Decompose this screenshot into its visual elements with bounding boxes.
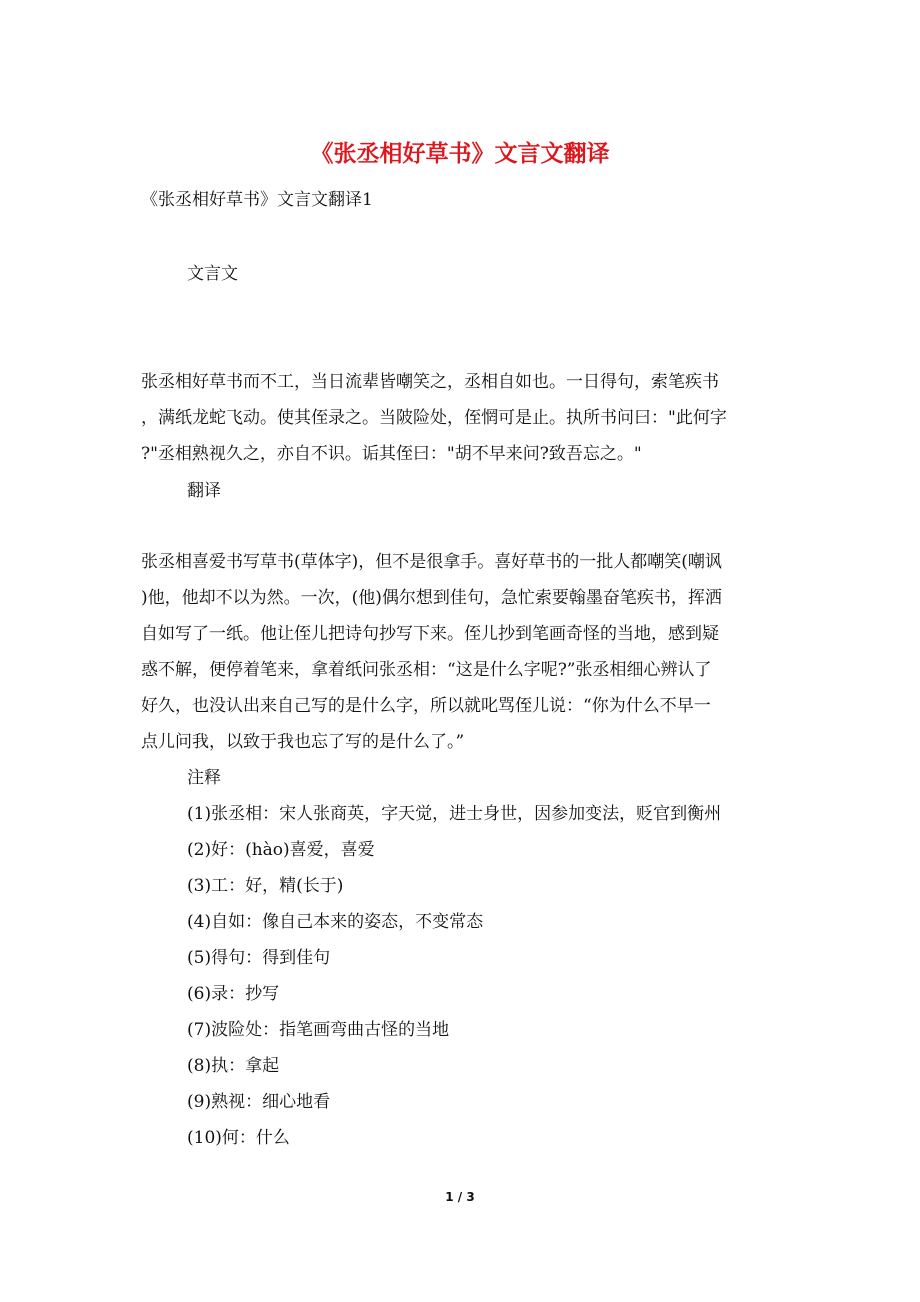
translation-line: 自如写了一纸。他让侄儿把诗句抄写下来。侄儿抄到笔画奇怪的当地，感到疑 <box>141 624 719 644</box>
note-item: (1)张丞相：宋人张商英，字天觉，进士身世，因参加变法，贬官到衡州 <box>187 804 722 824</box>
heading-translation: 翻译 <box>187 481 221 501</box>
original-text-line: ?"丞相熟视久之，亦自不识。诟其侄曰："胡不早来问?致吾忘之。" <box>141 444 642 464</box>
translation-line: 惑不解，便停着笔来，拿着纸问张丞相：“这是什么字呢?”张丞相细心辨认了 <box>141 660 712 680</box>
heading-original-text: 文言文 <box>187 264 238 284</box>
note-item: (2)好：(hào)喜爱，喜爱 <box>187 840 375 860</box>
translation-line: )他，他却不以为然。一次，(他)偶尔想到佳句，急忙索要翰墨奋笔疾书，挥洒 <box>141 588 722 608</box>
page-number: 1 / 3 <box>445 1190 475 1204</box>
heading-notes: 注释 <box>187 768 221 788</box>
translation-line: 好久，也没认出来自己写的是什么字，所以就叱骂侄儿说：“你为什么不早一 <box>141 696 711 716</box>
translation-line: 张丞相喜爱书写草书(草体字)，但不是很拿手。喜好草书的一批人都嘲笑(嘲讽 <box>141 552 722 572</box>
subtitle: 《张丞相好草书》文言文翻译1 <box>141 190 373 210</box>
note-item: (10)何：什么 <box>187 1128 290 1148</box>
note-item: (8)执：拿起 <box>187 1056 280 1076</box>
translation-line: 点儿问我，以致于我也忘了写的是什么了。” <box>141 732 465 752</box>
original-text-line: 张丞相好草书而不工，当日流辈皆嘲笑之，丞相自如也。一日得句，索笔疾书 <box>141 372 719 392</box>
note-item: (9)熟视：细心地看 <box>187 1092 331 1112</box>
original-text-line: ，满纸龙蛇飞动。使其侄录之。当陂险处，侄惘可是止。执所书问曰："此何字 <box>141 408 727 428</box>
note-item: (4)自如：像自己本来的姿态，不变常态 <box>187 912 484 932</box>
note-item: (7)波险处：指笔画弯曲古怪的当地 <box>187 1020 450 1040</box>
page-title: 《张丞相好草书》文言文翻译 <box>310 140 610 167</box>
note-item: (5)得句：得到佳句 <box>187 948 331 968</box>
note-item: (3)工：好，精(长于) <box>187 876 344 896</box>
note-item: (6)录：抄写 <box>187 984 280 1004</box>
